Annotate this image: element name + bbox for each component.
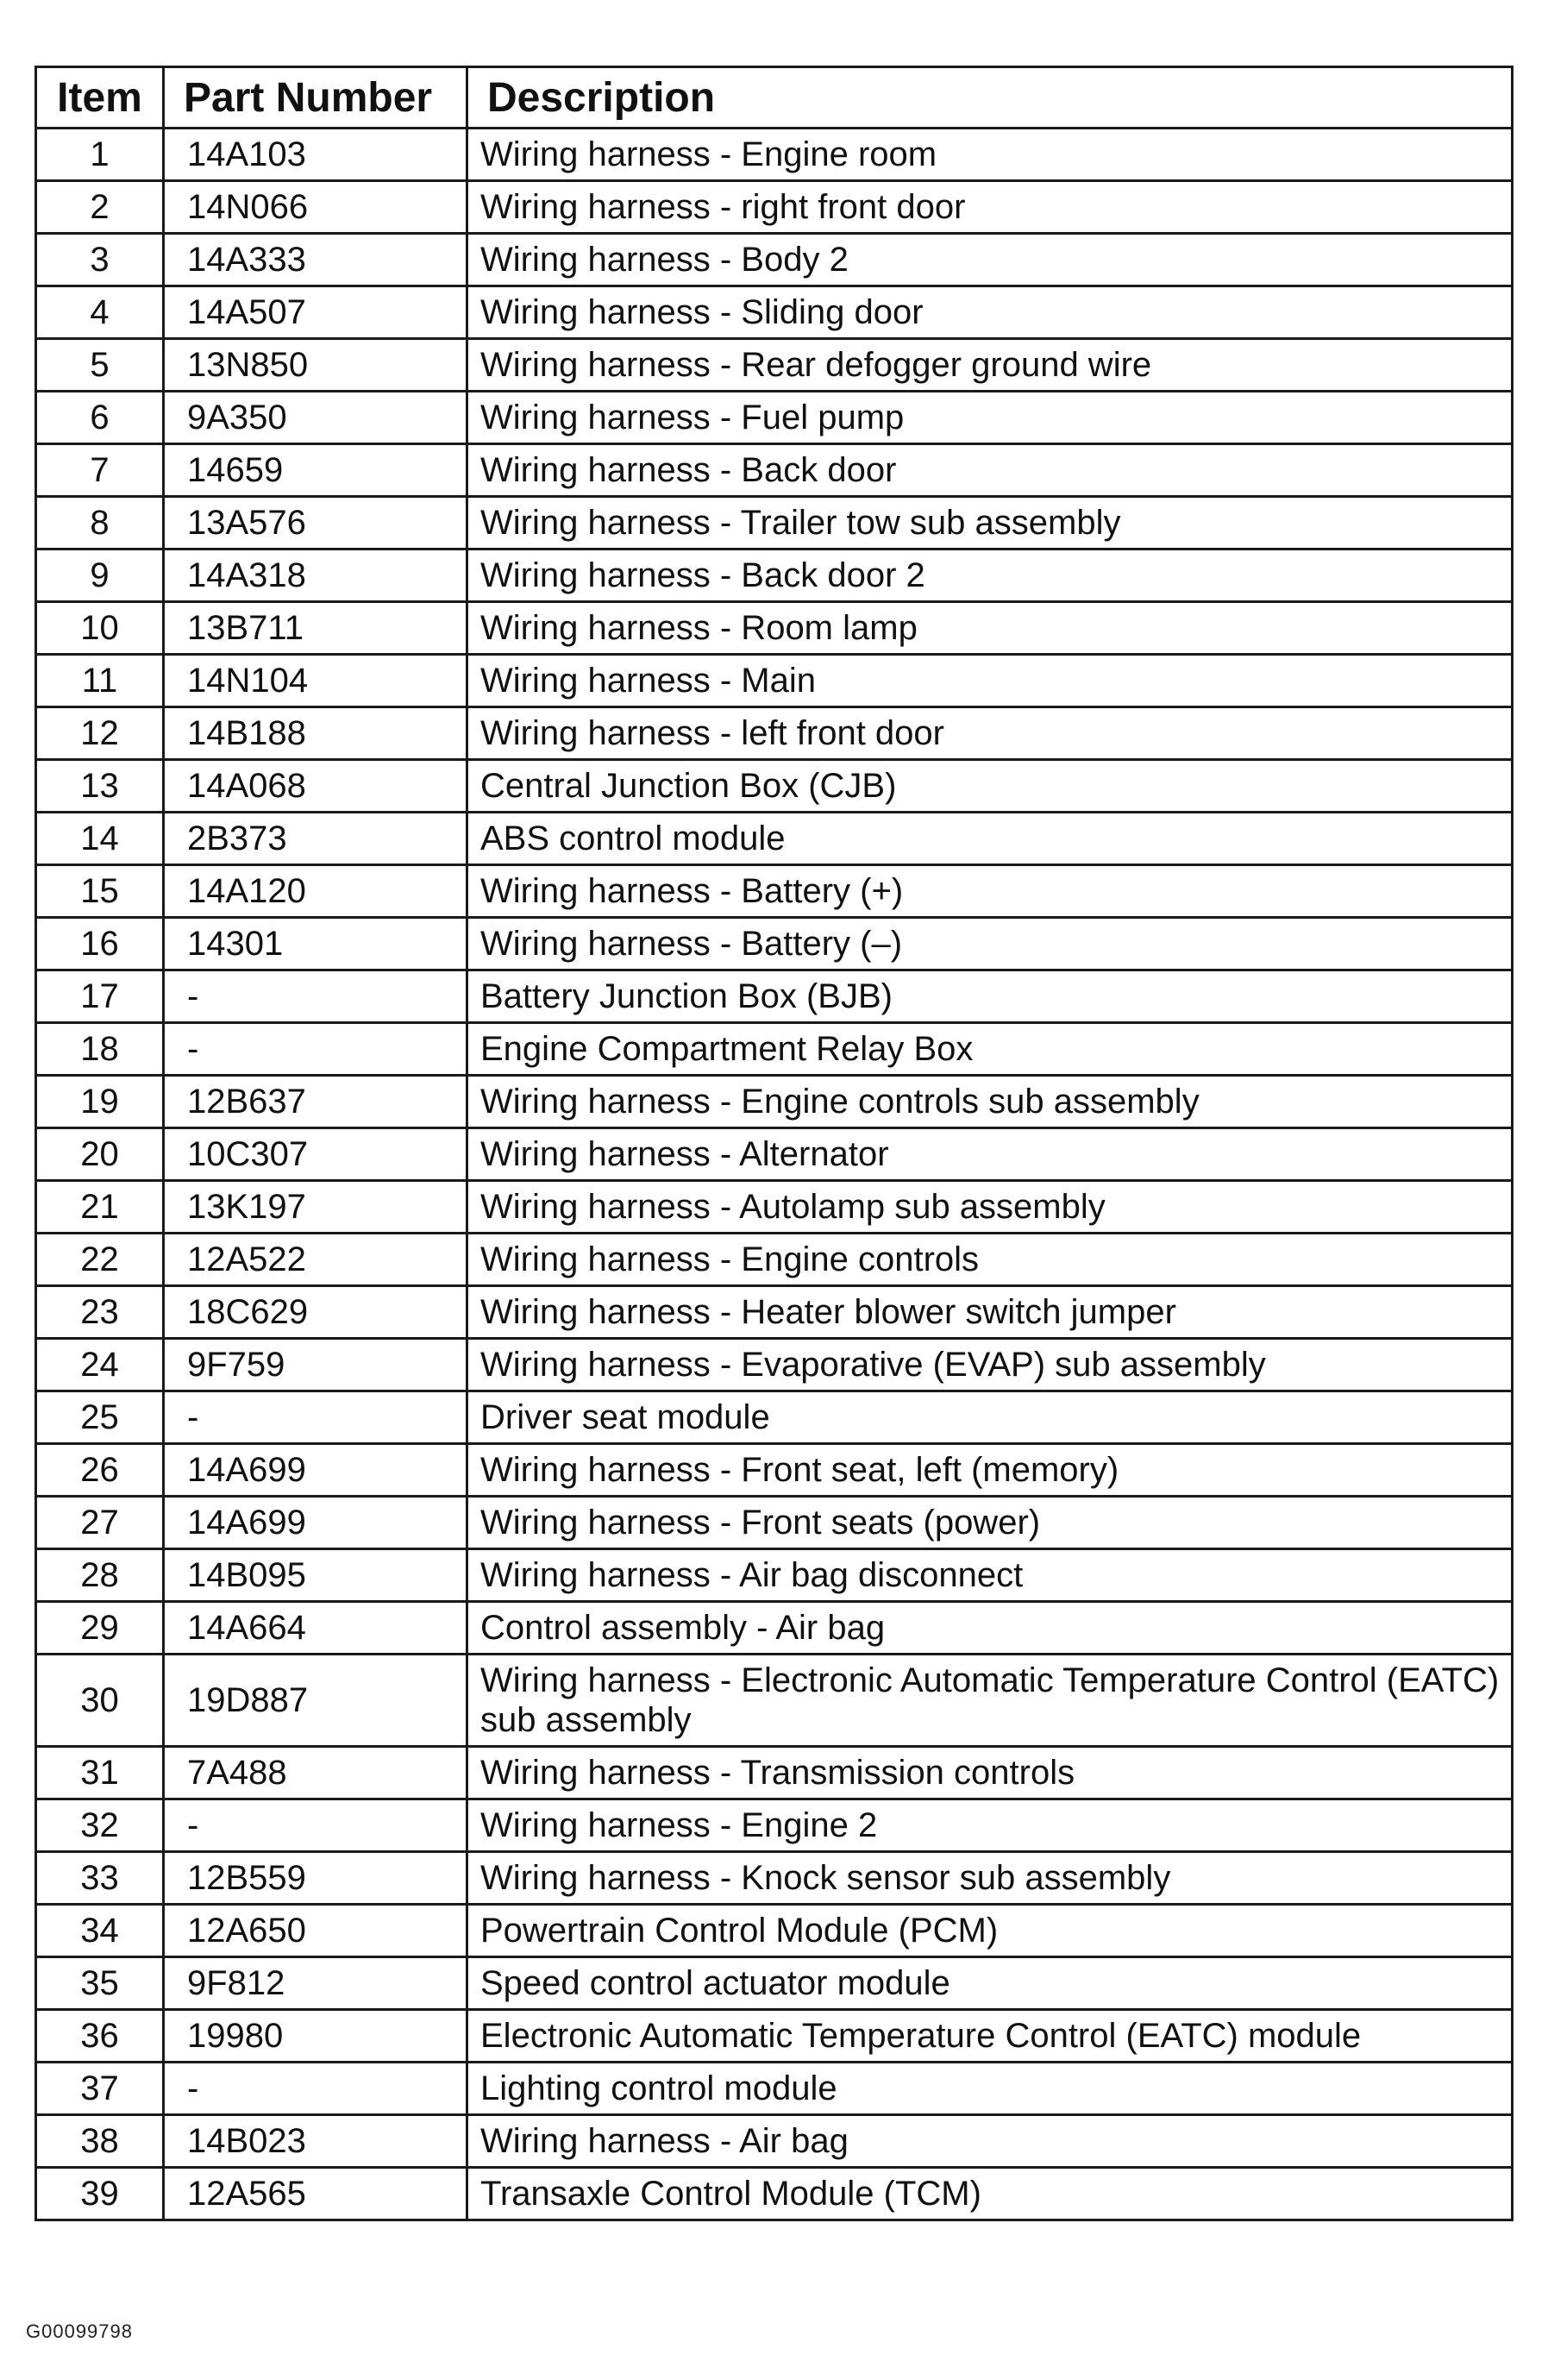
part-number-cell: 12A522: [164, 1234, 467, 1286]
item-cell: 3: [36, 234, 164, 286]
table-row: [36, 549, 1513, 602]
table-row: [36, 1444, 1513, 1497]
description-cell: Wiring harness - Alternator: [467, 1128, 1513, 1181]
part-number-cell: 13K197: [164, 1181, 467, 1234]
table-row: [36, 392, 1513, 444]
table-row: [36, 1602, 1513, 1655]
part-number-cell: -: [164, 970, 467, 1023]
item-cell: 26: [36, 1444, 164, 1497]
item-cell: 22: [36, 1234, 164, 1286]
description-cell: Wiring harness - Fuel pump: [467, 392, 1513, 444]
description-cell: Engine Compartment Relay Box: [467, 1023, 1513, 1076]
table-row: [36, 1286, 1513, 1339]
table-row: [36, 444, 1513, 497]
item-cell: 27: [36, 1497, 164, 1549]
item-cell: 14: [36, 813, 164, 865]
item-cell: 13: [36, 760, 164, 813]
description-cell: Wiring harness - Engine 2: [467, 1799, 1513, 1852]
item-cell: 38: [36, 2115, 164, 2168]
item-cell: 4: [36, 286, 164, 339]
description-cell: ABS control module: [467, 813, 1513, 865]
table-row: [36, 2168, 1513, 2220]
description-cell: Wiring harness - Electronic Automatic Temperature Control (EATC) sub assembly: [467, 1655, 1513, 1747]
part-number-cell: 19980: [164, 2010, 467, 2063]
header-row: [36, 67, 1513, 129]
item-cell: 30: [36, 1655, 164, 1747]
part-number-cell: 9A350: [164, 392, 467, 444]
description-cell: Wiring harness - Air bag disconnect: [467, 1549, 1513, 1602]
header-description-label: Description: [487, 74, 716, 121]
table-row: [36, 1549, 1513, 1602]
part-number-cell: 2B373: [164, 813, 467, 865]
description-cell: Wiring harness - Body 2: [467, 234, 1513, 286]
item-cell: 16: [36, 918, 164, 970]
description-cell: Speed control actuator module: [467, 1957, 1513, 2010]
description-cell: Powertrain Control Module (PCM): [467, 1905, 1513, 1957]
item-cell: 36: [36, 2010, 164, 2063]
table-body: [36, 129, 1513, 2220]
table-row: [36, 234, 1513, 286]
item-cell: 23: [36, 1286, 164, 1339]
description-cell: Lighting control module: [467, 2063, 1513, 2115]
part-number-cell: 14B095: [164, 1549, 467, 1602]
part-number-cell: 12A650: [164, 1905, 467, 1957]
description-cell: Wiring harness - Engine room: [467, 129, 1513, 181]
part-number-cell: 13B711: [164, 602, 467, 655]
description-cell: Wiring harness - right front door: [467, 181, 1513, 234]
figure-code: G00099798: [26, 2320, 133, 2342]
header-item-label: Item: [57, 74, 142, 121]
table-row: [36, 2010, 1513, 2063]
item-cell: 39: [36, 2168, 164, 2220]
description-cell: Battery Junction Box (BJB): [467, 970, 1513, 1023]
part-number-cell: 18C629: [164, 1286, 467, 1339]
table-row: [36, 1181, 1513, 1234]
item-cell: 12: [36, 707, 164, 760]
item-cell: 1: [36, 129, 164, 181]
description-cell: Wiring harness - Battery (+): [467, 865, 1513, 918]
table-row: [36, 1128, 1513, 1181]
description-cell: Transaxle Control Module (TCM): [467, 2168, 1513, 2220]
part-number-cell: -: [164, 1799, 467, 1852]
table-row: [36, 602, 1513, 655]
description-cell: Wiring harness - Back door: [467, 444, 1513, 497]
item-cell: 7: [36, 444, 164, 497]
item-cell: 5: [36, 339, 164, 392]
item-cell: 37: [36, 2063, 164, 2115]
table-row: [36, 1905, 1513, 1957]
part-number-cell: 14A699: [164, 1497, 467, 1549]
part-number-cell: 14A318: [164, 549, 467, 602]
table-row: [36, 1799, 1513, 1852]
part-number-cell: 14A333: [164, 234, 467, 286]
item-cell: 35: [36, 1957, 164, 2010]
description-cell: Driver seat module: [467, 1391, 1513, 1444]
item-cell: 15: [36, 865, 164, 918]
item-cell: 11: [36, 655, 164, 707]
description-cell: Control assembly - Air bag: [467, 1602, 1513, 1655]
table-row: [36, 1391, 1513, 1444]
part-number-cell: 14B188: [164, 707, 467, 760]
table-row: [36, 129, 1513, 181]
description-cell: Wiring harness - Room lamp: [467, 602, 1513, 655]
item-cell: 10: [36, 602, 164, 655]
description-cell: Wiring harness - Back door 2: [467, 549, 1513, 602]
part-number-cell: 14A507: [164, 286, 467, 339]
description-cell: Wiring harness - Evaporative (EVAP) sub assembly: [467, 1339, 1513, 1391]
table-row: [36, 497, 1513, 549]
table-row: [36, 1957, 1513, 2010]
part-number-cell: 14A068: [164, 760, 467, 813]
description-cell: Wiring harness - Rear defogger ground wire: [467, 339, 1513, 392]
table-row: [36, 2115, 1513, 2168]
part-number-cell: 14A699: [164, 1444, 467, 1497]
table-row: [36, 813, 1513, 865]
item-cell: 18: [36, 1023, 164, 1076]
part-number-cell: -: [164, 2063, 467, 2115]
item-cell: 32: [36, 1799, 164, 1852]
header-part-number-label: Part Number: [184, 74, 433, 121]
item-cell: 19: [36, 1076, 164, 1128]
part-number-cell: -: [164, 1391, 467, 1444]
item-cell: 17: [36, 970, 164, 1023]
part-number-cell: 14B023: [164, 2115, 467, 2168]
item-cell: 34: [36, 1905, 164, 1957]
table-row: [36, 339, 1513, 392]
table-row: [36, 181, 1513, 234]
description-cell: Wiring harness - Trailer tow sub assembly: [467, 497, 1513, 549]
part-number-cell: 19D887: [164, 1655, 467, 1747]
description-cell: Wiring harness - Autolamp sub assembly: [467, 1181, 1513, 1234]
item-cell: 31: [36, 1747, 164, 1799]
table-row: [36, 1234, 1513, 1286]
item-cell: 21: [36, 1181, 164, 1234]
header-part-number: [164, 67, 467, 129]
part-number-cell: 14A103: [164, 129, 467, 181]
table-row: [36, 655, 1513, 707]
part-number-cell: 12A565: [164, 2168, 467, 2220]
description-cell: Wiring harness - Engine controls sub assembly: [467, 1076, 1513, 1128]
table-row: [36, 1497, 1513, 1549]
description-cell: Wiring harness - Knock sensor sub assembly: [467, 1852, 1513, 1905]
table-row: [36, 1023, 1513, 1076]
table-row: [36, 918, 1513, 970]
part-number-cell: 13A576: [164, 497, 467, 549]
item-cell: 2: [36, 181, 164, 234]
description-cell: Electronic Automatic Temperature Control (EATC) module: [467, 2010, 1513, 2063]
item-cell: 20: [36, 1128, 164, 1181]
table-row: [36, 286, 1513, 339]
description-cell: Wiring harness - Transmission controls: [467, 1747, 1513, 1799]
part-number-cell: 12B637: [164, 1076, 467, 1128]
description-cell: Wiring harness - Heater blower switch jumper: [467, 1286, 1513, 1339]
part-number-cell: 7A488: [164, 1747, 467, 1799]
table-row: [36, 1076, 1513, 1128]
part-number-cell: 13N850: [164, 339, 467, 392]
description-cell: Wiring harness - Battery (–): [467, 918, 1513, 970]
description-cell: Wiring harness - Engine controls: [467, 1234, 1513, 1286]
table-row: [36, 1655, 1513, 1747]
description-cell: Wiring harness - Main: [467, 655, 1513, 707]
table-row: [36, 707, 1513, 760]
item-cell: 9: [36, 549, 164, 602]
item-cell: 8: [36, 497, 164, 549]
item-cell: 25: [36, 1391, 164, 1444]
table-row: [36, 970, 1513, 1023]
table-row: [36, 1747, 1513, 1799]
item-cell: 24: [36, 1339, 164, 1391]
item-cell: 6: [36, 392, 164, 444]
description-cell: Wiring harness - Air bag: [467, 2115, 1513, 2168]
item-cell: 33: [36, 1852, 164, 1905]
part-number-cell: 14301: [164, 918, 467, 970]
part-number-cell: 14659: [164, 444, 467, 497]
description-cell: Wiring harness - Front seats (power): [467, 1497, 1513, 1549]
part-number-cell: 12B559: [164, 1852, 467, 1905]
table-row: [36, 760, 1513, 813]
description-cell: Wiring harness - left front door: [467, 707, 1513, 760]
item-cell: 28: [36, 1549, 164, 1602]
item-cell: 29: [36, 1602, 164, 1655]
header-item: [36, 67, 164, 129]
table-row: [36, 1852, 1513, 1905]
part-number-cell: 9F759: [164, 1339, 467, 1391]
table-row: [36, 2063, 1513, 2115]
table-row: [36, 865, 1513, 918]
description-cell: Wiring harness - Front seat, left (memory): [467, 1444, 1513, 1497]
part-number-cell: 14A664: [164, 1602, 467, 1655]
part-number-cell: 14N104: [164, 655, 467, 707]
part-number-cell: 14A120: [164, 865, 467, 918]
part-number-cell: 10C307: [164, 1128, 467, 1181]
part-number-cell: 14N066: [164, 181, 467, 234]
description-cell: Wiring harness - Sliding door: [467, 286, 1513, 339]
header-description: [467, 67, 1513, 129]
parts-table: [34, 66, 1514, 2221]
part-number-cell: -: [164, 1023, 467, 1076]
table-row: [36, 1339, 1513, 1391]
description-cell: Central Junction Box (CJB): [467, 760, 1513, 813]
part-number-cell: 9F812: [164, 1957, 467, 2010]
